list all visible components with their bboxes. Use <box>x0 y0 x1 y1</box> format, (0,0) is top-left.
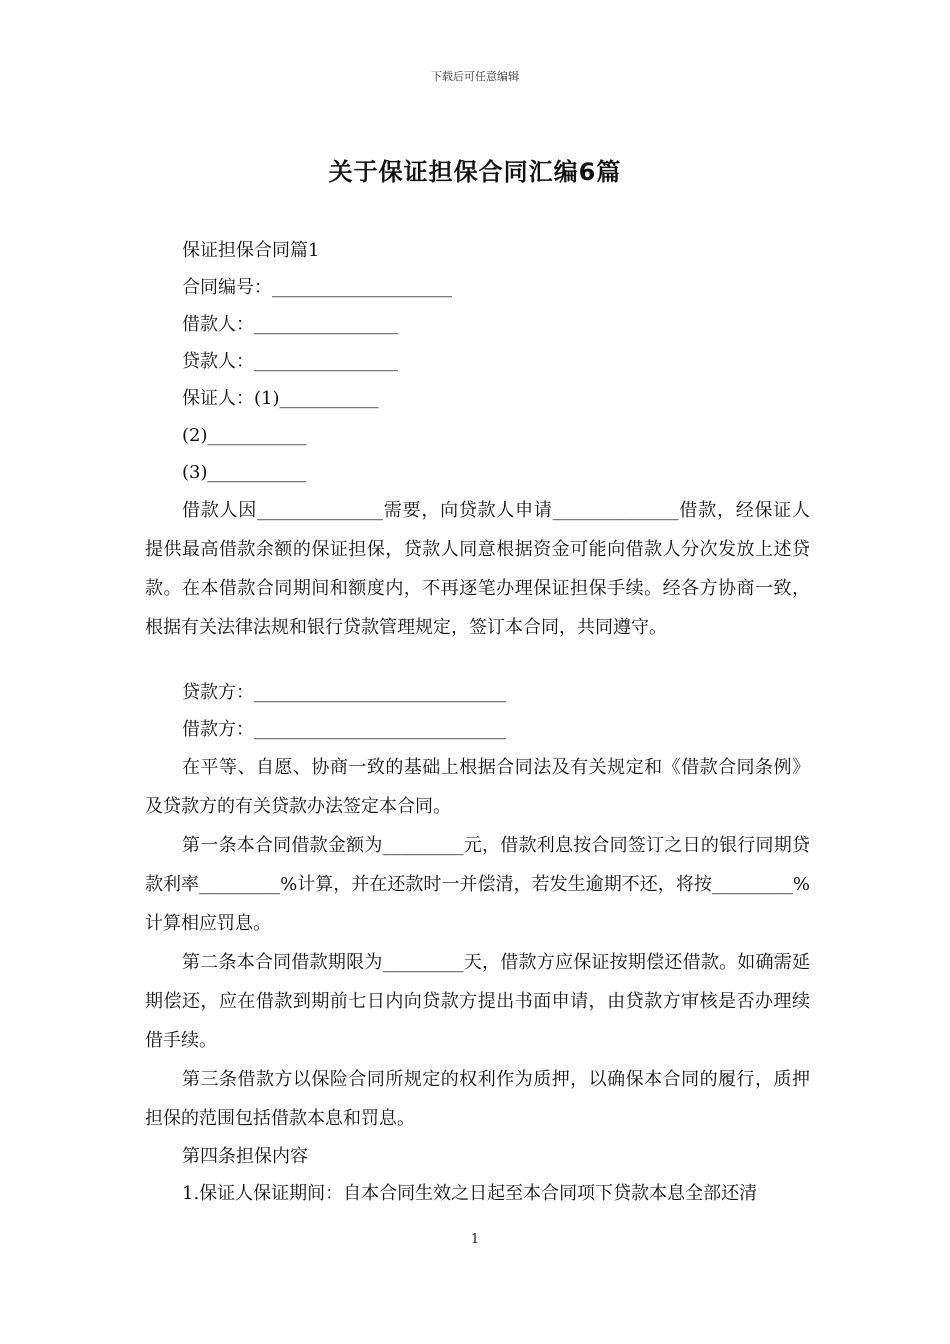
article-3: 第三条借款方以保险合同所规定的权利作为质押，以确保本合同的履行，质押担保的范围包括借款本息和罚息。 <box>145 1069 810 1129</box>
document-body <box>145 232 810 1212</box>
article-4-heading: 第四条担保内容 <box>182 1146 308 1167</box>
contract-number-line: 合同编号：____________________ <box>182 277 452 298</box>
article-1: 第一条本合同借款金额为_________元，借款利息按合同签订之日的银行同期贷款利率_________%计算，并在还款时一并偿清，若发生逾期不还，将按_________%计算相应罚息。 <box>145 835 810 934</box>
document-title: 关于保证担保合同汇编6篇 <box>328 158 622 186</box>
borrower-party-line: 借款方：____________________________ <box>182 719 506 740</box>
section-heading: 保证担保合同篇1 <box>182 240 320 261</box>
article-4-item-1: 1.保证人保证期间：自本合同生效之日起至本合同项下贷款本息全部还清 <box>182 1183 758 1204</box>
borrower-line: 借款人：________________ <box>182 314 398 335</box>
paragraph-basis: 在平等、自愿、协商一致的基础上根据合同法及有关规定和《借款合同条例》及贷款方的有关贷款办法签定本合同。 <box>145 757 810 817</box>
lender-line: 贷款人：________________ <box>182 351 398 372</box>
guarantor-line-3: (3)___________ <box>182 462 307 483</box>
guarantor-line-1: 保证人：(1)___________ <box>182 388 379 409</box>
lender-party-line: 贷款方：____________________________ <box>182 682 506 703</box>
page-number: 1 <box>470 1232 480 1247</box>
page-header: 下载后可任意编辑 <box>431 70 519 83</box>
guarantor-line-2: (2)___________ <box>182 425 307 446</box>
article-2: 第二条本合同借款期限为_________天，借款方应保证按期偿还借款。如确需延期偿还，应在借款到期前七日内向贷款方提出书面申请，由贷款方审核是否办理续借手续。 <box>145 952 810 1051</box>
spacer <box>145 647 810 674</box>
paragraph-intro: 借款人因______________需要，向贷款人申请______________借款，经保证人提供最高借款余额的保证担保，贷款人同意根据资金可能向借款人分次发放上述贷款。在本借款合同期间和额度内，不再逐笔办理保证担保手续。经各方协商一致，根据有关法律法规和银行贷款管理规定，签订本合同，共同遵守。 <box>145 500 810 638</box>
